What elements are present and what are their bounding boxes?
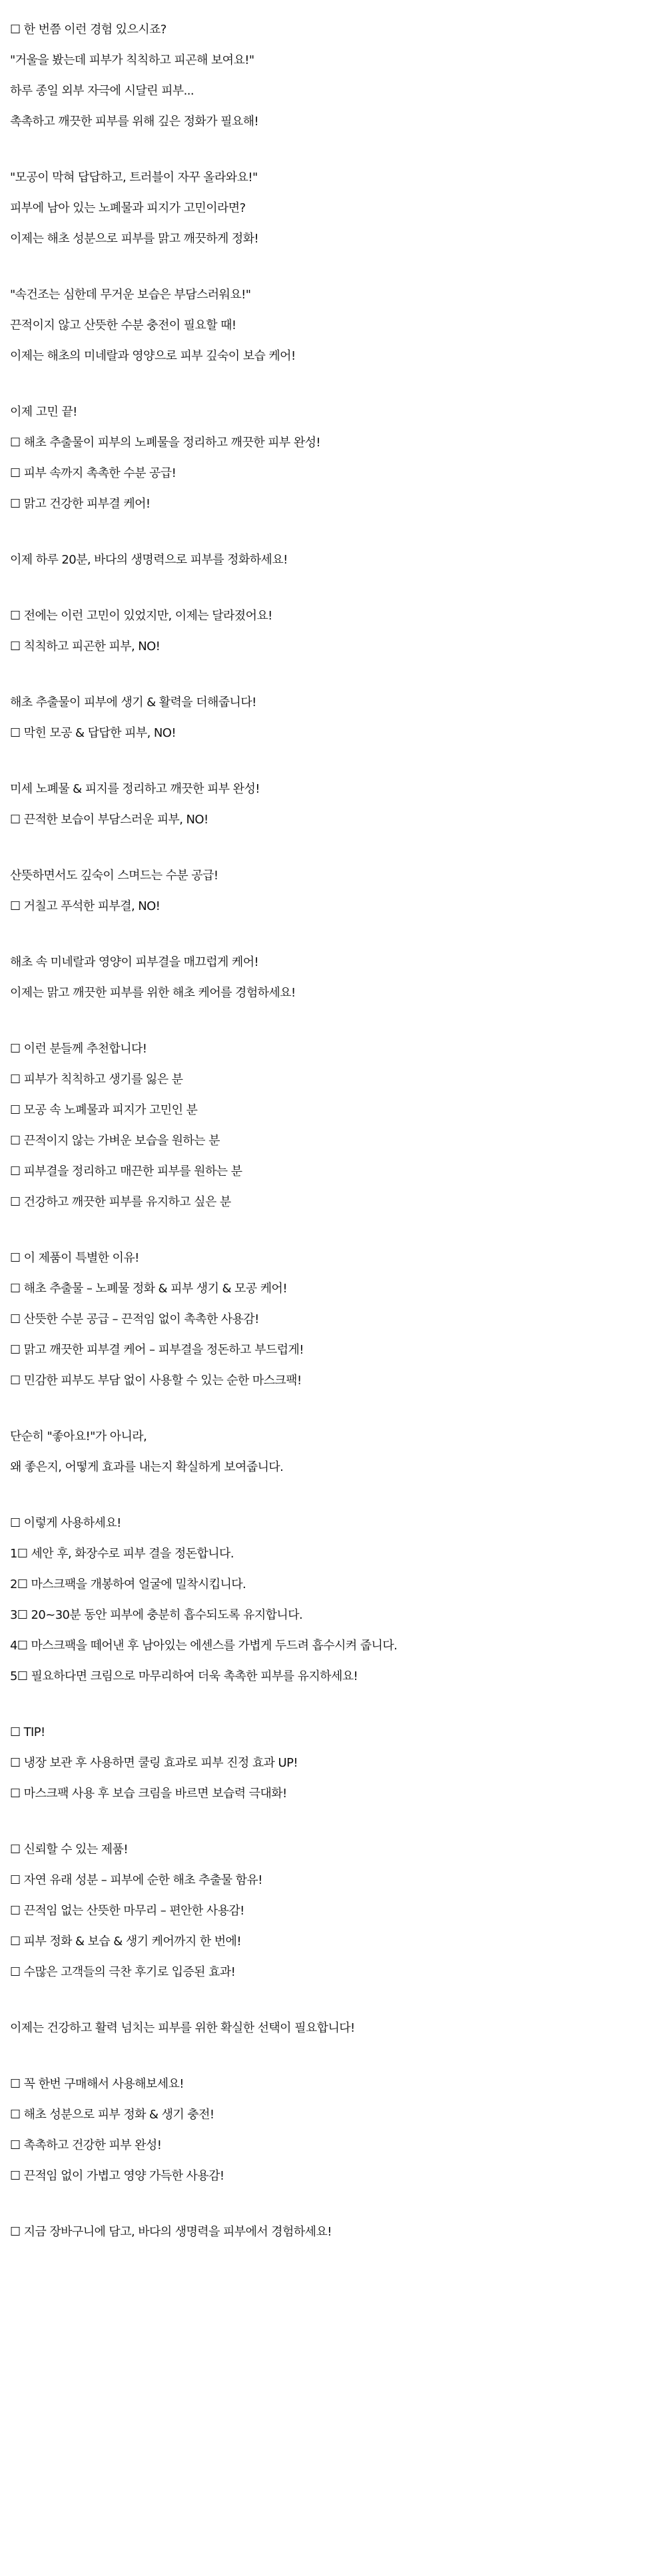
text-line: "모공이 막혀 답답하고, 트러블이 자꾸 올라와요!"	[10, 171, 258, 185]
text-line: 이제는 건강하고 활력 넘치는 피부를 위한 확실한 선택이 필요합니다!	[10, 2021, 355, 2035]
text-section	[10, 601, 666, 662]
text-line: ☐ 칙칙하고 피곤한 피부, NO!	[10, 640, 161, 653]
text-line: ☐ 냉장 보관 후 사용하면 쿨링 효과로 피부 진정 효과 UP!	[10, 1756, 298, 1770]
text-line: "거울을 봤는데 피부가 칙칙하고 피곤해 보여요!"	[10, 53, 254, 67]
text-section	[10, 1835, 666, 1988]
text-line: ☐ 이렇게 사용하세요!	[10, 1516, 121, 1530]
text-line: ☐ 이 제품이 특별한 이유!	[10, 1251, 139, 1265]
text-line: 미세 노폐물 & 피지를 정리하고 깨끗한 피부 완성!	[10, 782, 260, 796]
text-line: 하루 종일 외부 자극에 시달린 피부...	[10, 84, 194, 98]
text-section	[10, 1717, 666, 1809]
text-line: ☐ 촉촉하고 건강한 피부 완성!	[10, 2138, 162, 2152]
text-line: ☐ 자연 유래 성분 – 피부에 순한 해초 추출물 함유!	[10, 1873, 262, 1887]
text-line: 2☐ 마스크팩을 개봉하여 얼굴에 밀착시킵니다.	[10, 1577, 246, 1591]
text-line: 이제는 해초의 미네랄과 영양으로 피부 깊숙이 보습 케어!	[10, 349, 296, 363]
text-line: ☐ 끈적이지 않는 가벼운 보습을 원하는 분	[10, 1134, 220, 1148]
text-line: ☐ 건강하고 깨끗한 피부를 유지하고 싶은 분	[10, 1195, 231, 1209]
text-line: ☐ 피부가 칙칙하고 생기를 잃은 분	[10, 1073, 183, 1086]
text-line: ☐ 맑고 깨끗한 피부결 케어 – 피부결을 정돈하고 부드럽게!	[10, 1343, 304, 1357]
text-line: 이제는 맑고 깨끗한 피부를 위한 해초 케어를 경험하세요!	[10, 986, 296, 1000]
text-section	[10, 687, 666, 749]
text-line: "속건조는 심한데 무거운 보습은 부담스러워요!"	[10, 288, 251, 302]
text-line: 3☐ 20~30분 동안 피부에 충분히 흡수되도록 유지합니다.	[10, 1608, 303, 1622]
text-section	[10, 774, 666, 835]
text-line: 단순히 "좋아요!"가 아니라,	[10, 1430, 147, 1444]
text-line: ☐ 막힌 모공 & 답답한 피부, NO!	[10, 726, 176, 740]
text-line: ☐ 민감한 피부도 부담 없이 사용할 수 있는 순한 마스크팩!	[10, 1374, 302, 1388]
text-line: ☐ 끈적한 보습이 부담스러운 피부, NO!	[10, 813, 208, 827]
text-line: ☐ 모공 속 노폐물과 피지가 고민인 분	[10, 1103, 198, 1117]
text-section	[10, 545, 666, 576]
text-section	[10, 1422, 666, 1483]
text-line: 해초 추출물이 피부에 생기 & 활력을 더해줍니다!	[10, 695, 256, 709]
text-line: ☐ 해초 추출물 – 노폐물 정화 & 피부 생기 & 모공 케어!	[10, 1282, 287, 1296]
text-section	[10, 2217, 666, 2248]
text-line: ☐ 맑고 건강한 피부결 케어!	[10, 497, 151, 511]
text-line: 5☐ 필요하다면 크림으로 마무리하여 더욱 촉촉한 피부를 유지하세요!	[10, 1669, 358, 1683]
text-line: ☐ 이런 분들께 추천합니다!	[10, 1042, 147, 1056]
text-section	[10, 2069, 666, 2192]
text-line: 산뜻하면서도 깊숙이 스며드는 수분 공급!	[10, 869, 218, 883]
text-line: ☐ 산뜻한 수분 공급 – 끈적임 없이 촉촉한 사용감!	[10, 1312, 259, 1326]
text-line: 이제 고민 끝!	[10, 405, 77, 419]
text-line: ☐ 끈적임 없이 가볍고 영양 가득한 사용감!	[10, 2169, 224, 2183]
text-line: ☐ 수많은 고객들의 극찬 후기로 입증된 효과!	[10, 1965, 236, 1979]
text-line: ☐ 한 번쯤 이런 경험 있으시죠?	[10, 23, 166, 37]
text-line: 끈적이지 않고 산뜻한 수분 충전이 필요할 때!	[10, 318, 236, 332]
text-line: ☐ 꼭 한번 구매해서 사용해보세요!	[10, 2077, 184, 2091]
text-line: ☐ 피부 정화 & 보습 & 생기 케어까지 한 번에!	[10, 1934, 241, 1948]
text-section	[10, 2013, 666, 2044]
text-section	[10, 15, 666, 137]
text-line: ☐ 신뢰할 수 있는 제품!	[10, 1843, 128, 1857]
text-section	[10, 1243, 666, 1396]
text-line: ☐ 끈적임 없는 산뜻한 마무리 – 편안한 사용감!	[10, 1904, 244, 1918]
text-section	[10, 947, 666, 1009]
text-line: ☐ 전에는 이런 고민이 있었지만, 이제는 달라졌어요!	[10, 609, 272, 623]
text-line: ☐ 해초 성분으로 피부 정화 & 생기 충전!	[10, 2108, 214, 2122]
text-section	[10, 1508, 666, 1692]
text-section	[10, 397, 666, 520]
text-line: ☐ 피부결을 정리하고 매끈한 피부를 원하는 분	[10, 1164, 242, 1178]
text-line: 이제 하루 20분, 바다의 생명력으로 피부를 정화하세요!	[10, 553, 288, 567]
text-line: ☐ 피부 속까지 촉촉한 수분 공급!	[10, 466, 176, 480]
text-line: ☐ 지금 장바구니에 담고, 바다의 생명력을 피부에서 경험하세요!	[10, 2225, 332, 2239]
text-section	[10, 861, 666, 922]
text-line: 이제는 해초 성분으로 피부를 맑고 깨끗하게 정화!	[10, 232, 259, 246]
text-line: ☐ TIP!	[10, 1725, 45, 1739]
text-line: 1☐ 세안 후, 화장수로 피부 결을 정돈합니다.	[10, 1547, 234, 1561]
text-line: 촉촉하고 깨끗한 피부를 위해 깊은 정화가 필요해!	[10, 115, 259, 129]
text-section	[10, 163, 666, 254]
text-section	[10, 1034, 666, 1218]
text-line: 피부에 남아 있는 노폐물과 피지가 고민이라면?	[10, 201, 246, 215]
text-line: 해초 속 미네랄과 영양이 피부결을 매끄럽게 케어!	[10, 955, 259, 969]
text-line: 왜 좋은지, 어떻게 효과를 내는지 확실하게 보여줍니다.	[10, 1460, 284, 1474]
text-line: ☐ 거칠고 푸석한 피부결, NO!	[10, 899, 161, 913]
text-line: 4☐ 마스크팩을 떼어낸 후 남아있는 에센스를 가볍게 두드려 흡수시켜 줍니다.	[10, 1639, 398, 1653]
text-section	[10, 280, 666, 372]
text-line: ☐ 해초 추출물이 피부의 노폐물을 정리하고 깨끗한 피부 완성!	[10, 436, 321, 450]
text-line: ☐ 마스크팩 사용 후 보습 크림을 바르면 보습력 극대화!	[10, 1787, 287, 1801]
